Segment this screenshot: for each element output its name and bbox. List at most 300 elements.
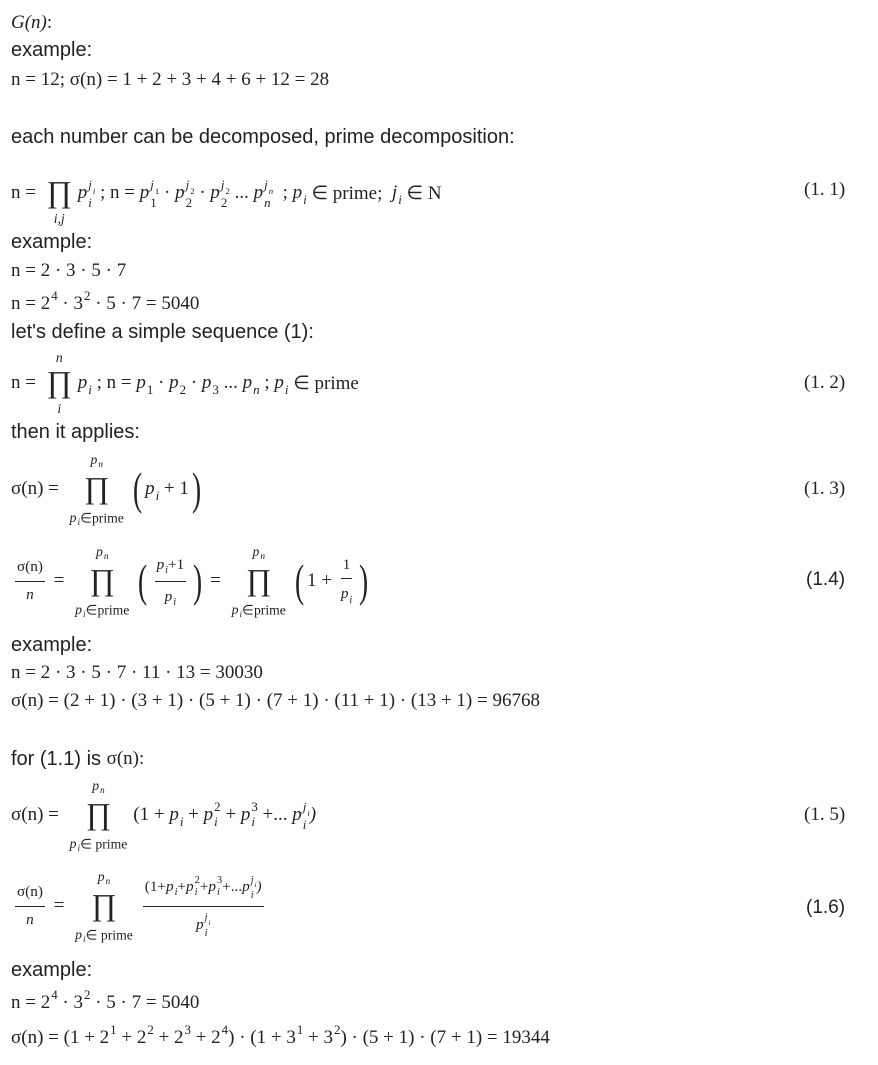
math-text: p [77,181,88,203]
scripted-term [392,179,402,207]
product-upper-limit [98,867,111,888]
scripted-term [264,176,273,196]
math-text: 3 [286,1027,296,1048]
superscript [264,176,273,196]
product-symbol: ∏ [46,365,72,400]
math-text: 2 [84,288,91,304]
math-text: · [186,372,202,393]
math-text: j [250,874,254,886]
math-text: (1+ [144,878,166,896]
math-text: 2 [99,1027,110,1048]
math-text: ) [309,804,317,825]
product-lower-limit [75,600,129,621]
math-text: n = 12; σ(n) = 1 + 2 + 3 + 4 + 6 + 12 = 28 [11,69,330,90]
fraction-numerator [143,873,264,906]
math-text: p [253,181,264,203]
subscript [104,553,109,562]
superscript [98,450,103,459]
scripts [104,542,109,563]
math-text: 1 [296,1022,304,1038]
subscript [205,929,211,939]
math-text: p [242,878,250,896]
fraction [341,556,353,606]
math-text: 1 [146,382,154,397]
math-text: p [96,544,103,560]
math-text: i [349,594,353,606]
scripted-term [140,176,159,210]
for-1-1-math [107,748,145,770]
superscript [104,542,109,551]
superscript [100,776,105,785]
math-text: +... [257,804,293,825]
math-text: (1 + [133,804,170,825]
math-text: i [165,565,169,577]
subscript [106,878,111,887]
math-text: p [69,510,77,526]
math-text: ) · (5 + 1) · (7 + 1) = 19344 [340,1027,550,1048]
math-text: ∈ prime; [306,182,392,204]
scripts [150,176,159,210]
math-text: +1 [168,556,185,574]
math-text: 2 [194,874,200,886]
math-text: · 5 · 7 = 5040 [90,992,200,1013]
product-symbol: ∏ [91,888,117,923]
math-text: p [75,927,82,943]
math-text: n = [11,372,41,393]
math-text: i [174,887,178,899]
scripted-term [92,776,105,797]
superscript [173,586,176,596]
math-text: j [302,799,307,815]
math-text: i [77,518,81,529]
equation-1-4 [11,538,372,624]
math-text: p [186,878,194,896]
scripts [303,798,310,832]
math-text: i [254,881,257,890]
fraction-denominator [165,582,176,609]
product-operator [47,351,72,416]
math-text: i [251,814,255,829]
product-operator [75,867,133,946]
scripted-term [169,801,183,829]
scripted-term [202,369,219,397]
superscript [349,583,352,593]
math-text: 3 [212,382,219,397]
math-text: · [194,182,211,203]
math-text: p [195,915,204,933]
math-text: ∈ prime [288,372,359,394]
product-lower-limit [57,402,61,416]
scripted-term [157,554,168,577]
math-text: i [302,817,307,833]
math-text: j [204,912,208,924]
math-text: ∈ N [401,182,442,204]
math-text: 2 [190,185,195,196]
math-text: i [239,610,243,621]
equation-number-1-1: (1. 1) [804,179,846,200]
fraction [143,873,264,939]
math-text: i [77,844,81,855]
scripted-term [96,542,109,563]
math-text: ; n = [95,182,140,203]
math-text: 2 [225,185,230,196]
for-1-1-heading [11,746,144,772]
scripted-term [252,542,265,563]
equation-number-1-6: (1.6) [806,897,846,918]
math-text: n = [11,293,41,314]
math-text: p [274,372,284,393]
superscript [303,798,310,818]
math-text: 3 [216,874,223,886]
math-text: i [398,192,402,207]
math-text: = [205,570,226,591]
for-1-1-text: for (1.1) is [11,747,107,770]
math-text: σ(n) = [11,478,64,499]
math-text: σ(n) [17,558,43,576]
math-text: · [57,992,74,1013]
math-text: p [203,804,214,825]
math-text: p [75,602,82,618]
math-text: · [57,293,74,314]
math-text: ) [256,878,262,896]
math-text: p [92,778,100,794]
equation-1-1 [11,163,442,226]
math-text: σ(n) = [11,804,64,825]
scripts [205,911,211,939]
scripts [98,450,103,471]
math-text: 2 [334,1022,341,1038]
math-text: 3 [251,799,258,815]
math-text: ∈prime [80,510,124,526]
equation-1-3 [11,450,204,528]
product-upper-limit [58,161,61,175]
equation-number-1-5: (1. 5) [804,804,846,825]
then-applies-text: then it applies: [11,420,140,443]
fraction-numerator [15,558,45,581]
heading-g-of-n [11,10,52,36]
math-text: + [183,804,204,825]
math-text: = [48,895,70,916]
math-text: i [303,192,307,207]
math-text: i [204,927,208,939]
scripted-term [136,369,153,397]
math-text: ; n = [91,372,137,393]
scripted-term [169,369,186,397]
superscript [205,911,211,927]
scripts [88,176,95,210]
math-text: 3 [73,992,83,1013]
math-text: 1 [154,185,160,196]
math-text: ) · (1 + [228,1027,287,1048]
left-paren: ( [138,555,148,607]
math-text: 2 [40,992,51,1013]
scripted-term [165,586,176,609]
scripted-term [145,475,159,503]
math-text: 3 [323,1027,333,1048]
math-text: 2 [211,1027,221,1048]
subscript [208,920,210,927]
math-text: p [166,878,174,896]
math-text: p [145,478,155,499]
example-label: example: [11,230,93,253]
example-n-product [11,258,126,284]
math-text: 1 + [307,569,337,591]
math-text: n [100,785,105,796]
scripted-term [286,1024,303,1052]
math-text: p [169,804,179,825]
fraction-numerator [341,556,353,579]
define-sequence-text: let's define a simple sequence (1): [11,320,314,343]
math-text: n [55,349,63,365]
math-text: ; [273,182,293,203]
math-text: + [153,1027,174,1048]
math-text: 2 [179,382,187,397]
scripted-term [208,876,222,899]
example-label: example: [11,633,93,656]
math-text: ∈prime [242,602,286,618]
scripted-term [98,867,111,888]
scripted-term [75,600,85,621]
fraction [15,558,45,603]
subscript [303,819,310,832]
product-symbol: ∏ [85,797,111,832]
math-text: i [92,185,96,196]
fraction-numerator [155,554,187,582]
math-text: p [175,181,185,203]
scripted-term [41,290,58,318]
math-text: + [199,878,209,896]
scripted-term [175,176,194,210]
product-symbol: ∏ [46,175,72,210]
math-text: 2 [147,1022,154,1038]
math-text: n [105,876,111,887]
math-text: p [77,372,88,393]
math-text: 2 [214,799,221,815]
scripted-term [186,176,195,196]
scripted-term [274,369,288,397]
math-text: n [268,185,274,196]
math-text: ∈prime [85,602,130,618]
math-text: n [98,459,103,470]
scripted-term [11,12,47,34]
scripted-term [254,176,273,210]
scripted-term [196,911,210,939]
math-text: · [159,182,176,203]
math-text: i [216,887,220,899]
scripted-term [70,508,80,529]
equation-1-6 [11,862,268,950]
scripted-term [91,450,104,471]
math-text: j [264,177,268,193]
subscript [221,197,230,210]
scripts [221,176,230,210]
parenthesized-group [130,463,204,515]
math-text: = [48,570,70,591]
math-text: n [26,910,34,928]
parenthesized-group [292,556,372,606]
math-text: i [214,814,218,829]
scripted-term [100,1024,117,1052]
math-text: : [46,12,53,33]
subscript [260,553,265,562]
scripted-term [210,176,229,210]
math-text: p [156,556,165,574]
product-lower-limit [70,508,124,529]
product-operator [232,542,286,621]
math-text: p [90,452,98,468]
subscript [98,461,103,470]
product-operator [75,542,129,621]
fraction [155,554,187,608]
scripts [106,867,111,888]
math-text: + [190,1027,212,1048]
subscript [88,197,95,210]
math-text: n [260,551,265,562]
scripted-term [205,911,211,927]
math-text: p [164,587,173,605]
math-text: σ(n) [106,748,139,769]
superscript [221,176,230,196]
math-text: σ(n) [17,883,43,901]
subscript [349,596,352,606]
example-label: example: [11,38,93,61]
math-text: n = [11,992,41,1013]
scripts [349,583,352,606]
math-text: p [210,181,220,203]
scripted-term [41,989,58,1017]
fraction-denominator [26,582,34,604]
scripted-term [303,798,310,818]
math-text: ; [259,372,275,393]
scripted-term [341,583,352,606]
math-text: j [220,177,225,193]
math-text: i [82,935,86,946]
math-text: σ(n) = (1 + [11,1027,100,1048]
scripts [260,542,265,563]
math-text: p [139,181,150,203]
product-upper-limit [91,450,104,471]
math-text: 4 [51,288,58,304]
math-text: p [340,585,349,603]
scripted-term [324,1024,341,1052]
math-text: p [252,544,260,560]
math-text: 1 [110,1022,117,1038]
product-operator [70,450,124,529]
equation-number-1-4: (1.4) [806,569,846,590]
superscript [208,911,210,918]
math-text: n = 2 · 3 · 5 · 7 · 11 · 13 = 30030 [11,662,263,683]
math-text: i [208,918,211,927]
parenthesized-group [135,554,205,608]
product-lower-limit [232,600,286,621]
math-text: : [138,748,145,769]
math-text: j [150,177,154,193]
scripted-term [78,176,96,210]
scripts [100,776,105,797]
math-text: j [185,177,190,193]
math-text: i [307,807,310,818]
scripted-term [74,989,91,1017]
example-sigma-19344 [11,1022,550,1054]
equation-number-1-2: (1. 2) [804,372,846,393]
math-text: p [201,372,212,393]
math-text: ... [218,372,243,393]
superscript [186,176,195,196]
product-upper-limit [56,351,63,365]
math-text: i [82,610,86,621]
math-text: 4 [221,1022,229,1038]
math-text: · [153,372,170,393]
math-text: 2 [40,293,51,314]
product-operator [47,161,72,226]
math-text: p [242,372,253,393]
right-paren: ) [191,463,202,515]
math-text: j [391,182,398,203]
math-text: i [179,814,184,829]
math-text: p [292,803,302,825]
math-text: i [57,400,62,416]
math-text: n [103,551,109,562]
right-paren: ) [193,555,203,607]
math-text: n = [11,182,41,203]
math-text: p [208,878,216,896]
scripted-term [232,600,242,621]
product-lower-limit [54,212,65,226]
scripted-term [221,176,230,196]
math-text: ∈ prime [85,927,133,943]
equation-number-1-3: (1. 3) [804,478,846,499]
math-text: j [88,177,92,193]
example-n-30030 [11,660,263,686]
fraction-denominator [196,907,210,939]
superscript [88,176,95,196]
right-paren: ) [359,555,369,607]
example-label: example: [11,958,93,981]
math-text: n = 2 · 3 · 5 · 7 [11,260,127,281]
superscript [260,542,265,551]
product-upper-limit [92,776,105,797]
math-text: i [88,382,92,397]
example-n-5040-b [11,988,199,1018]
math-text: 2 [174,1027,184,1048]
scripted-term [242,873,256,901]
scripted-term [174,1024,191,1052]
subscript [150,197,159,210]
math-text: 4 [51,987,58,1003]
example-sigma-96768 [11,688,540,714]
fraction-numerator [15,883,45,906]
scripted-term [211,1024,228,1052]
scripted-term [78,369,92,397]
math-text: i,j [53,210,65,226]
math-text: + [220,804,241,825]
math-text: i [173,596,177,608]
equation-1-2 [11,350,359,416]
scripted-term [292,798,310,832]
math-text: i [88,195,92,211]
math-text: 1 [342,556,351,574]
math-text: σ(n) = (2 + 1) · (3 + 1) · (5 + 1) · (7 + 1) · (11 + 1) · (13 + 1) = 96768 [11,690,540,711]
scripts [186,176,195,210]
math-text: + 1 [159,478,189,499]
scripted-term [243,369,260,397]
math-text: 2 [220,195,228,211]
scripts [173,586,176,609]
math-text: n [26,585,34,603]
product-symbol: ∏ [89,563,115,598]
superscript [150,176,159,196]
fraction-denominator [341,579,352,606]
